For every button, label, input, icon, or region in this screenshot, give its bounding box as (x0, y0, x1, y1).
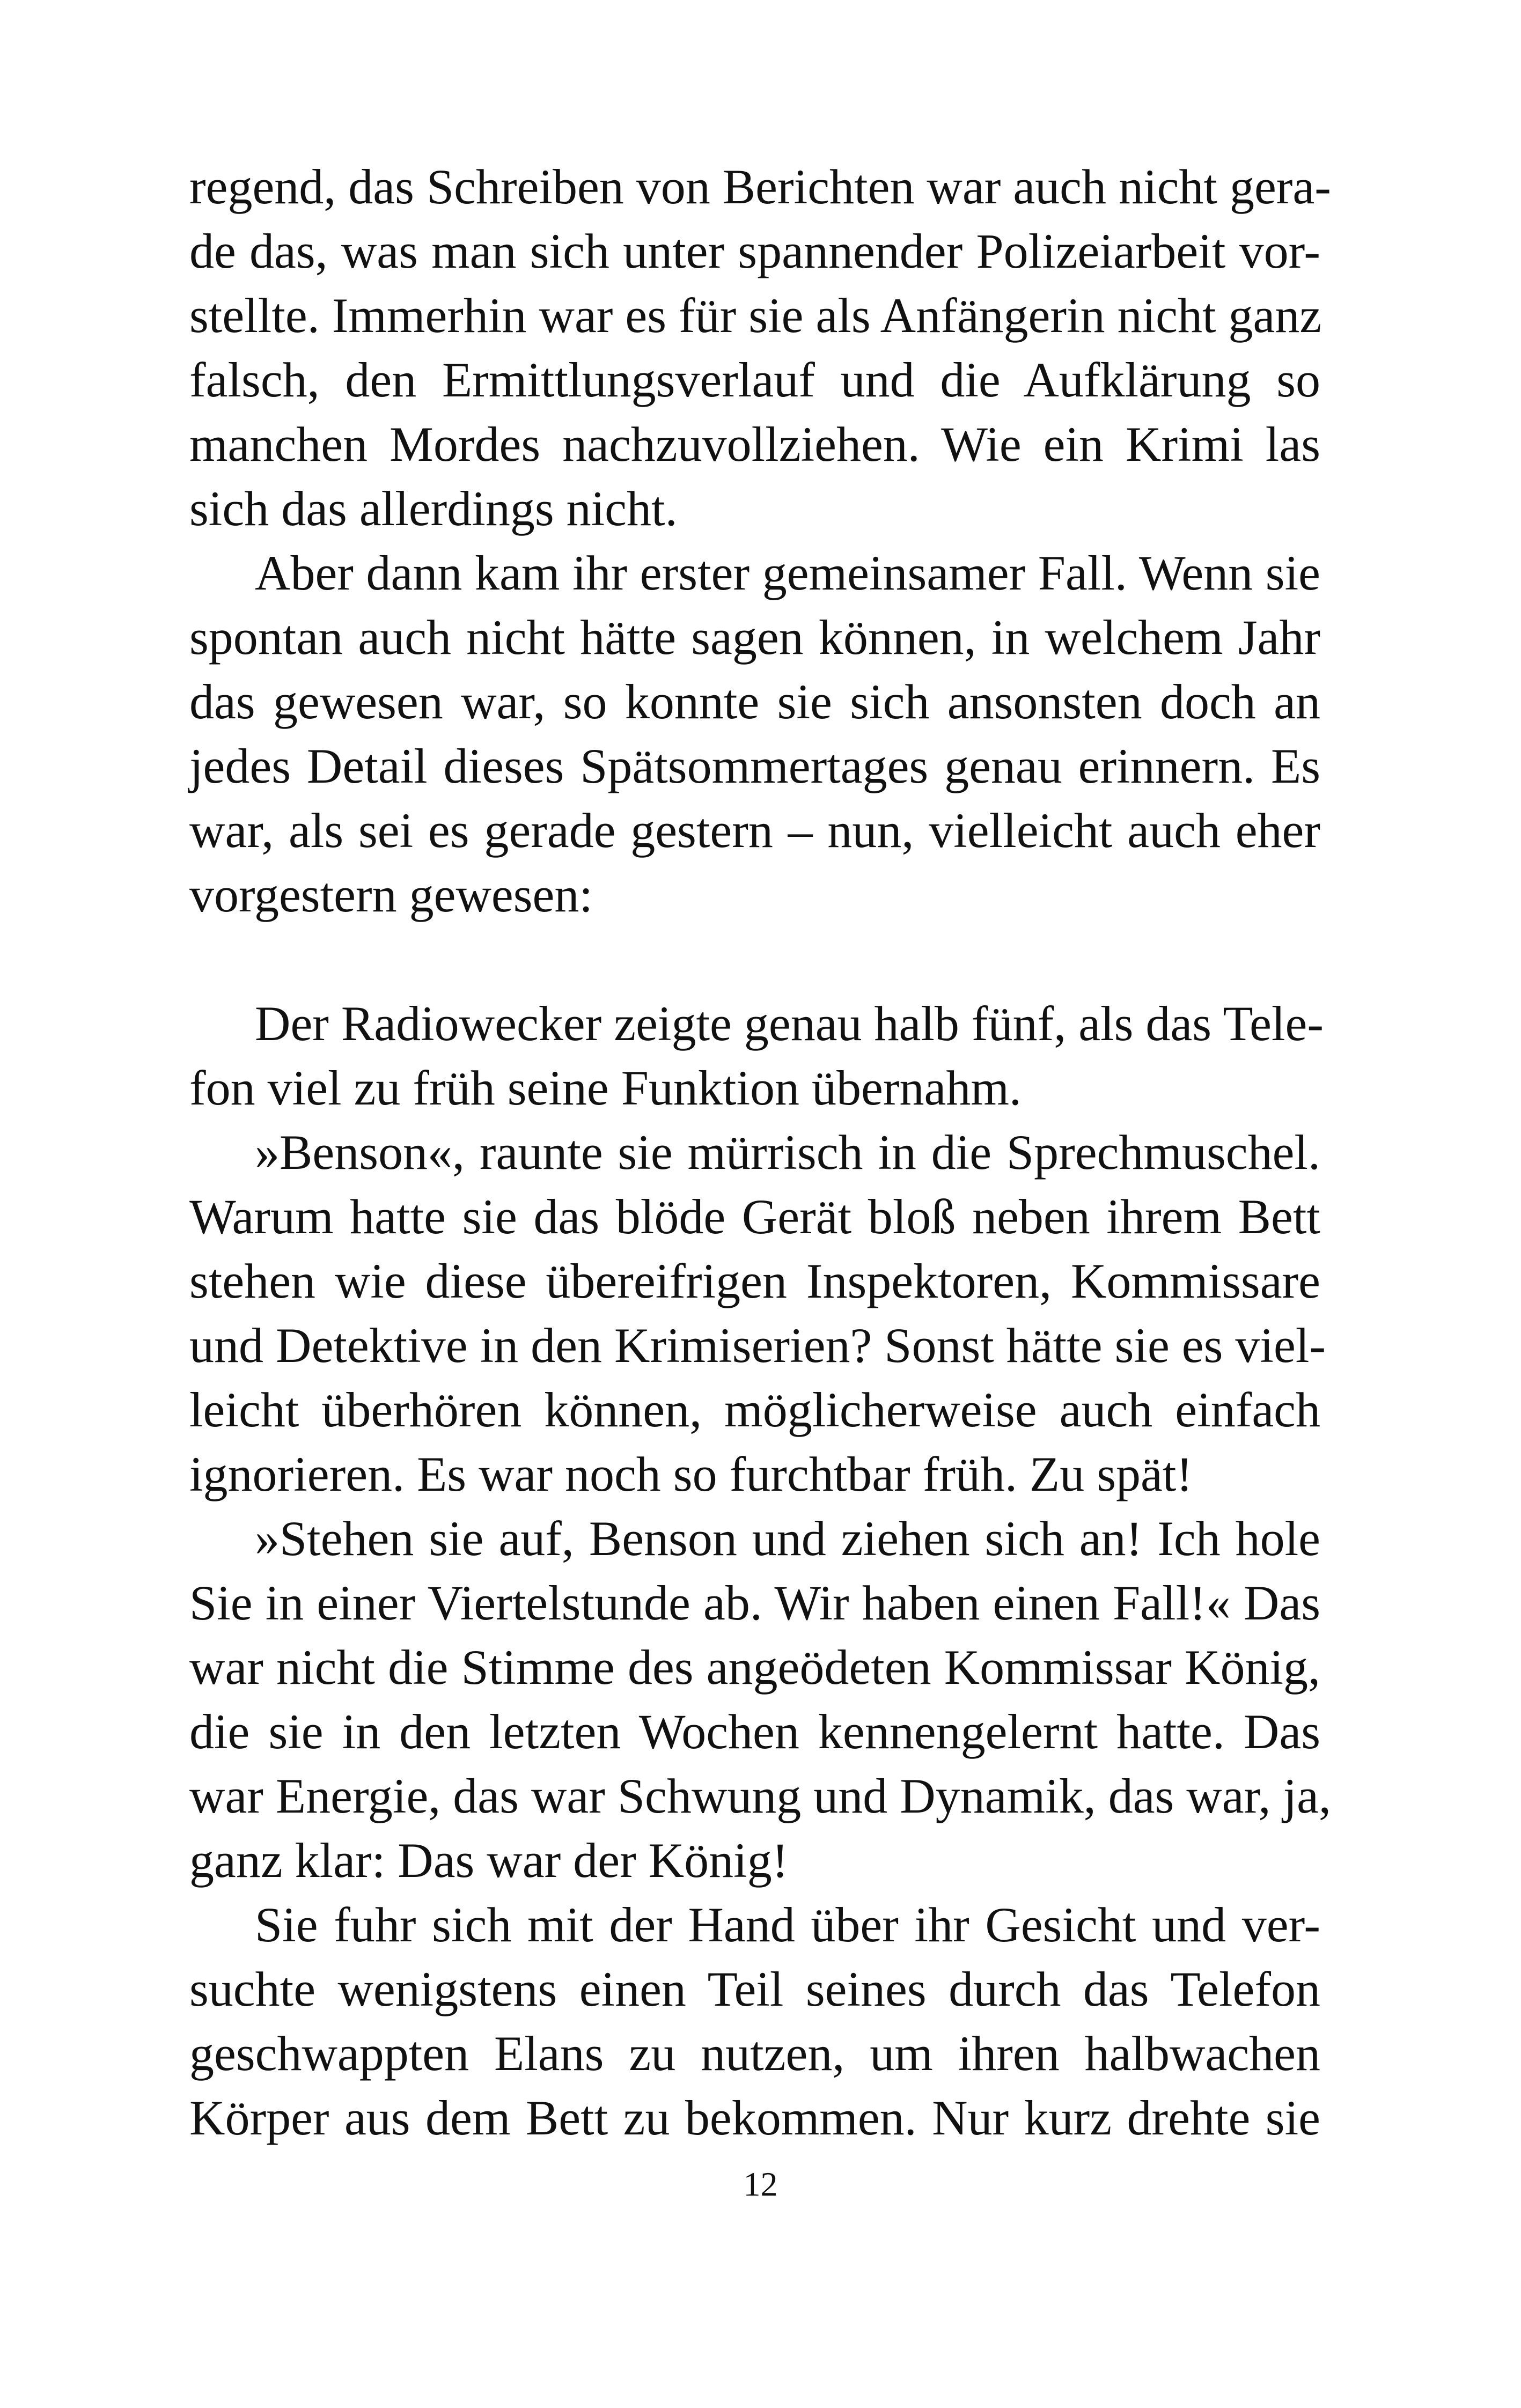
text-line: leicht überhören können, möglicherweise auch einfach (189, 1382, 1320, 1437)
text-line: ganz klar: Das war der König! (189, 1833, 789, 1888)
text-line: spontan auch nicht hätte sagen können, in welchem Jahr (189, 610, 1320, 665)
page-number: 12 (743, 2165, 778, 2203)
text-line: sich das allerdings nicht. (189, 481, 678, 536)
text-line: Der Radiowecker zeigte genau halb fünf, als das Tele- (255, 996, 1324, 1051)
text-line: stellte. Immerhin war es für sie als Anfängerin nicht ganz (189, 288, 1322, 343)
text-line: jedes Detail dieses Spätsommertages genau erinnern. Es (189, 739, 1320, 793)
text-line: stehen wie diese übereifrigen Inspektoren, Kommissare (189, 1254, 1320, 1308)
text-line: ignorieren. Es war noch so furchtbar früh. Zu spät! (189, 1447, 1193, 1501)
text-line: Körper aus dem Bett zu bekommen. Nur kurz drehte sie (189, 2090, 1320, 2145)
text-line: war nicht die Stimme des angeödeten Kommissar König, (189, 1640, 1320, 1695)
text-line: Sie fuhr sich mit der Hand über ihr Gesicht und ver- (255, 1897, 1320, 1952)
text-line: regend, das Schreiben von Berichten war auch nicht gera- (189, 159, 1331, 214)
text-line: war, als sei es gerade gestern – nun, vielleicht auch eher (189, 803, 1320, 858)
text-line: das gewesen war, so konnte sie sich ansonsten doch an (189, 674, 1320, 729)
text-line: de das, was man sich unter spannender Polizeiarbeit vor- (189, 224, 1320, 278)
body-text (189, 154, 1331, 2150)
text-line: Aber dann kam ihr erster gemeinsamer Fall. Wenn sie (255, 546, 1320, 600)
text-line: »Stehen sie auf, Benson und ziehen sich an! Ich hole (255, 1511, 1320, 1566)
text-line: und Detektive in den Krimiserien? Sonst hätte sie es viel- (189, 1318, 1326, 1373)
text-line: suchte wenigstens einen Teil seines durch das Telefon (189, 1962, 1320, 2016)
text-line: »Benson«, raunte sie mürrisch in die Sprechmuschel. (255, 1125, 1320, 1180)
text-line: war Energie, das war Schwung und Dynamik, das war, ja, (189, 1769, 1331, 1823)
text-line: manchen Mordes nachzuvollziehen. Wie ein Krimi las (189, 417, 1320, 472)
text-line: vorgestern gewesen: (189, 867, 593, 922)
text-line: falsch, den Ermittlungsverlauf und die Aufklärung so (189, 352, 1320, 407)
blank-line (189, 927, 1320, 991)
text-line: geschwappten Elans zu nutzen, um ihren halbwachen (189, 2026, 1320, 2081)
text-line: Warum hatte sie das blöde Gerät bloß neben ihrem Bett (189, 1189, 1320, 1244)
text-line: Sie in einer Viertelstunde ab. Wir haben einen Fall!« Das (189, 1575, 1320, 1630)
text-line: die sie in den letzten Wochen kennengelernt hatte. Das (189, 1704, 1320, 1759)
text-line: fon viel zu früh seine Funktion übernahm. (189, 1061, 1022, 1115)
